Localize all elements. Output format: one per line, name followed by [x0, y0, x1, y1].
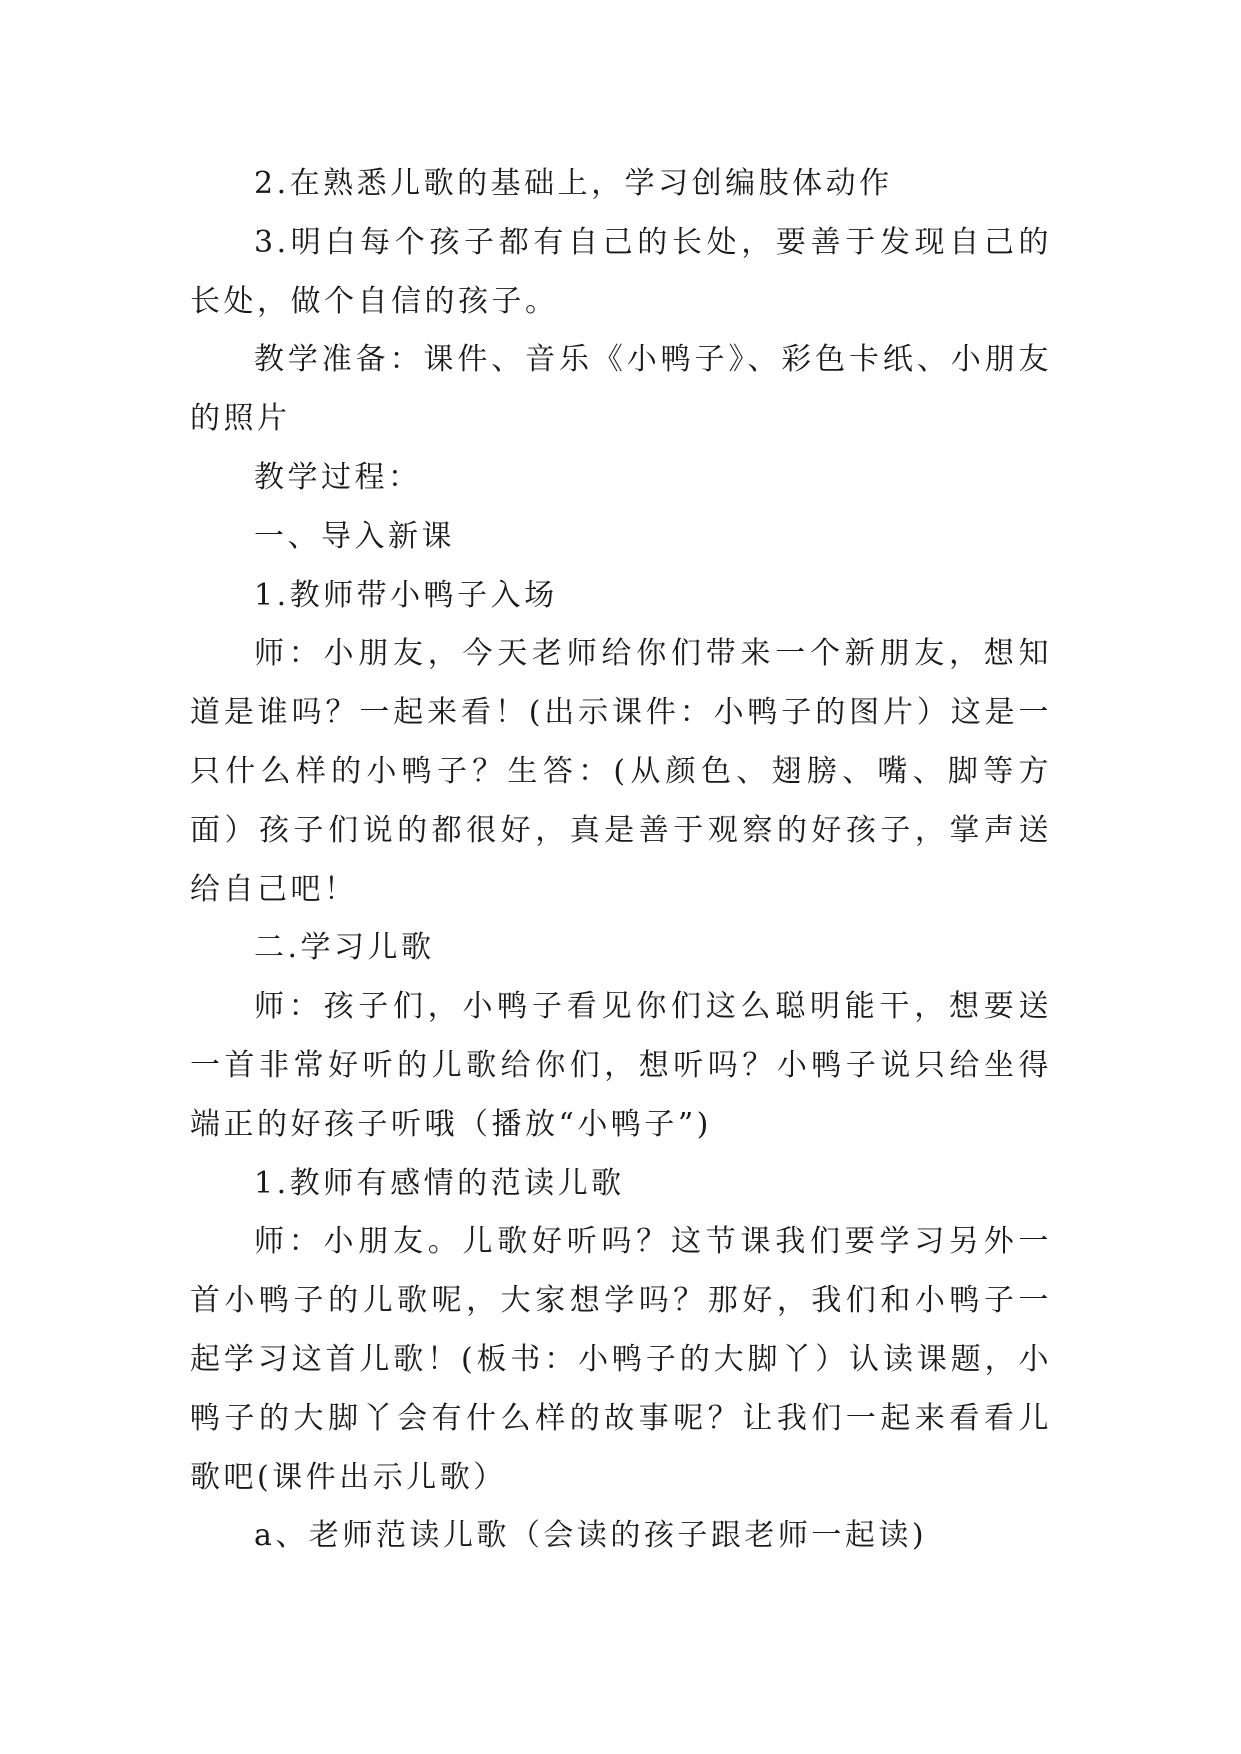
document-page	[190, 155, 1052, 1566]
teacher-dialogue-1: 师：小朋友，今天老师给你们带来一个新朋友，想知道是谁吗？一起来看！(出示课件：小鸭子的图片）这是一只什么样的小鸭子？生答：(从颜色、翅膀、嘴、脚等方面）孩子们说的都很好，真是善于观察的好孩子，掌声送给自己吧！	[190, 636, 1052, 907]
teaching-process-heading: 教学过程：	[254, 459, 422, 495]
objective-2: 2.在熟悉儿歌的基础上，学习创编肢体动作	[254, 166, 893, 201]
objective-3: 3.明白每个孩子都有自己的长处，要善于发现自己的长处，做个自信的孩子。	[190, 224, 1052, 319]
teacher-dialogue-2: 师：孩子们，小鸭子看见你们这么聪明能干，想要送一首非常好听的儿歌给你们，想听吗？小鸭子说只给坐得端正的好孩子听哦（播放“小鸭子”)	[190, 989, 1052, 1142]
step-1-heading: 1.教师带小鸭子入场	[254, 577, 558, 613]
teacher-dialogue-3: 师：小朋友。儿歌好听吗？这节课我们要学习另外一首小鸭子的儿歌呢，大家想学吗？那好，我们和小鸭子一起学习这首儿歌！(板书：小鸭子的大脚丫）认读课题，小鸭子的大脚丫会有什么样的故事呢？让我们一起来看看儿歌吧(课件出示儿歌）	[190, 1224, 1052, 1495]
section-2-heading: 二.学习儿歌	[254, 930, 435, 966]
activity-a: a、老师范读儿歌（会读的孩子跟老师一起读)	[254, 1518, 928, 1554]
section-1-heading: 一、导入新课	[254, 518, 455, 554]
teaching-preparation: 教学准备：课件、音乐《小鸭子》、彩色卡纸、小朋友的照片	[190, 342, 1052, 437]
step-2-heading: 1.教师有感情的范读儿歌	[254, 1165, 625, 1201]
